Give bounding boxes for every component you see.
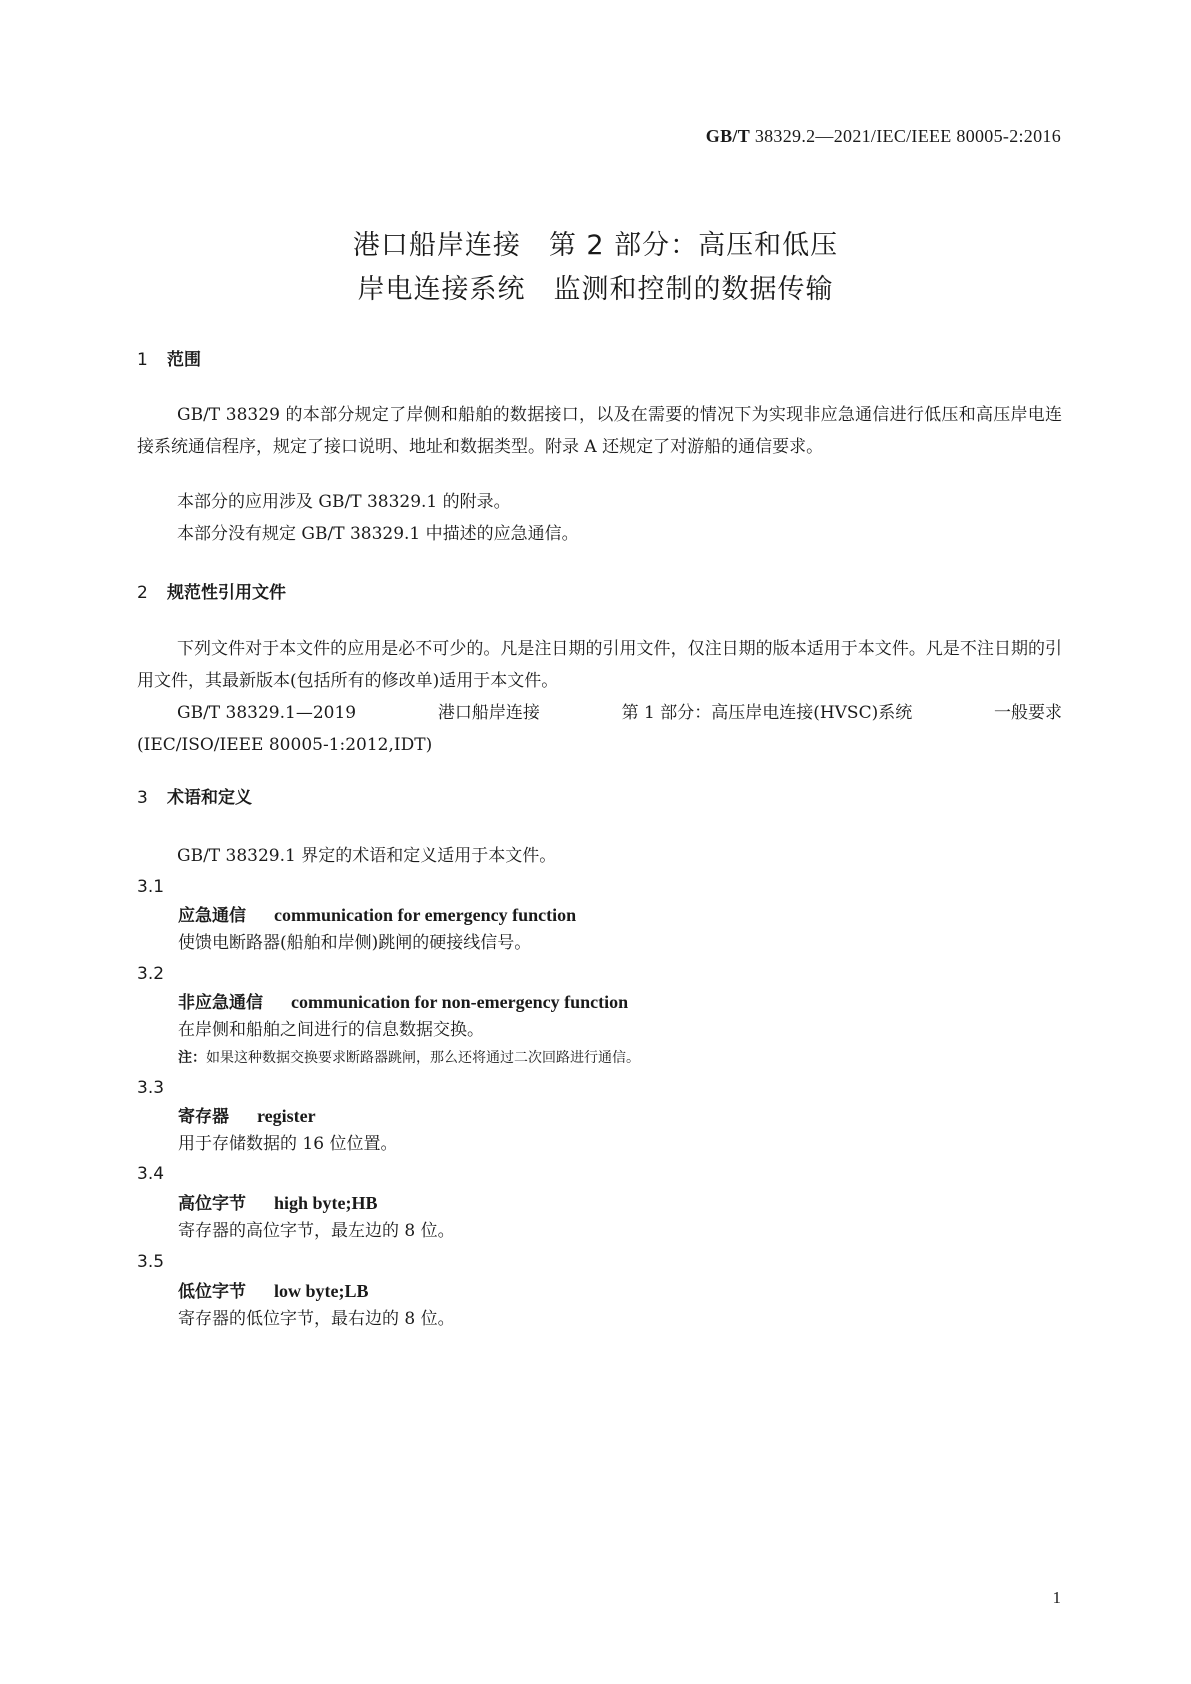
term-definition: 使馈电断路器(船舶和岸侧)跳闸的硬接线信号。	[178, 933, 532, 953]
term-definition: 用于存储数据的 16 位位置。	[178, 1134, 398, 1154]
page-number: 1	[1052, 1588, 1061, 1607]
term-name-english: communication for non-emergency function	[291, 992, 629, 1012]
section-2-paragraph-1: 下列文件对于本文件的应用是必不可少的。凡是注日期的引用文件，仅注日期的版本适用于本文件。凡是不注日期的引用文件，其最新版本(包括所有的修改单)适用于本文件。	[137, 639, 1062, 691]
section-2-number: 2	[137, 583, 148, 603]
standard-code-number: 38329.2—2021/IEC/IEEE 80005-2:2016	[754, 126, 1061, 146]
reference-title-part-1: 港口船岸连接	[437, 703, 540, 723]
reference-code: GB/T 38329.1—2019	[177, 703, 357, 723]
term-definition: 寄存器的低位字节，最右边的 8 位。	[178, 1309, 455, 1329]
normative-reference	[137, 697, 1062, 761]
reference-title-part-3: 一般要求	[993, 703, 1062, 723]
term-number: 3.1	[137, 877, 165, 897]
section-2-heading	[137, 580, 286, 606]
term-name-chinese: 寄存器	[178, 1107, 229, 1127]
normative-reference-line-2: (IEC/ISO/IEEE 80005-1:2012,IDT)	[137, 735, 433, 755]
term-name-chinese: 低位字节	[178, 1282, 246, 1302]
term-name-english: communication for emergency function	[274, 905, 577, 925]
term-name-chinese: 高位字节	[178, 1194, 246, 1214]
section-1-number: 1	[137, 350, 148, 370]
term-name	[178, 1103, 316, 1130]
term-definition: 寄存器的高位字节，最左边的 8 位。	[178, 1221, 455, 1241]
section-1-paragraph-3: 本部分没有规定 GB/T 38329.1 中描述的应急通信。	[177, 524, 579, 544]
term-number: 3.3	[137, 1078, 165, 1098]
document-title-line2: 岸电连接系统 监测和控制的数据传输	[357, 274, 834, 305]
section-1-paragraph-2: 本部分的应用涉及 GB/T 38329.1 的附录。	[177, 492, 511, 512]
section-1-heading	[137, 347, 201, 373]
term-note	[178, 1048, 640, 1068]
standard-code	[706, 126, 1061, 147]
standard-code-prefix: GB/T	[705, 126, 751, 146]
term-name-english: low byte;LB	[274, 1281, 369, 1301]
section-1-paragraph-1: GB/T 38329 的本部分规定了岸侧和船舶的数据接口，以及在需要的情况下为实现非应急通信进行低压和高压岸电连接系统通信程序，规定了接口说明、地址和数据类型。附录 A 还规定了对游船的通信要求。	[137, 405, 1062, 457]
term-name	[178, 902, 576, 929]
document-title-line1: 港口船岸连接 第 2 部分：高压和低压	[352, 230, 839, 261]
normative-reference-line-1	[137, 697, 1062, 729]
term-name	[178, 1278, 369, 1305]
section-2-title: 规范性引用文件	[167, 583, 286, 603]
term-number: 3.4	[137, 1164, 165, 1184]
section-3-heading	[137, 785, 252, 811]
section-3-paragraph-1: GB/T 38329.1 界定的术语和定义适用于本文件。	[177, 846, 557, 866]
term-name-english: high byte;HB	[274, 1193, 378, 1213]
section-1-title: 范围	[167, 350, 201, 370]
note-label: 注：	[178, 1050, 206, 1066]
term-number: 3.2	[137, 964, 165, 984]
term-definition: 在岸侧和船舶之间进行的信息数据交换。	[178, 1020, 484, 1040]
term-number: 3.5	[137, 1252, 165, 1272]
term-name-english: register	[257, 1106, 316, 1126]
term-name	[178, 1190, 378, 1217]
note-text: 如果这种数据交换要求断路器跳闸，那么还将通过二次回路进行通信。	[206, 1050, 640, 1066]
reference-title-part-2: 第 1 部分：高压岸电连接(HVSC)系统	[621, 703, 913, 723]
section-3-number: 3	[137, 788, 148, 808]
term-name	[178, 989, 628, 1016]
section-3-title: 术语和定义	[167, 788, 252, 808]
term-name-chinese: 非应急通信	[178, 993, 263, 1013]
term-name-chinese: 应急通信	[178, 906, 246, 926]
